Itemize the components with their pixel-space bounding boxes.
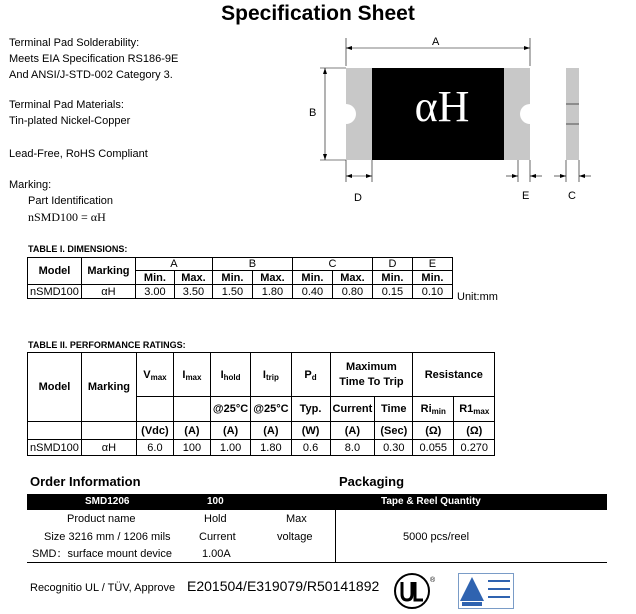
order-r1-c1: Product name <box>67 513 136 525</box>
unit-w: (W) <box>291 422 330 440</box>
max-time-header: Maximum Time To Trip <box>330 353 413 397</box>
table1-model-header: Model <box>28 258 82 285</box>
side-view <box>566 68 579 160</box>
unit-a: (A) <box>210 422 250 440</box>
order-bottom-rule <box>27 562 607 563</box>
table1-max: Max. <box>174 271 212 285</box>
table-row <box>28 440 495 456</box>
marking-sub: Part Identification <box>28 195 113 207</box>
marking-heading: Marking: <box>9 179 52 191</box>
cell-d-min: 0.15 <box>372 285 412 299</box>
cell-model: nSMD100 <box>28 440 82 456</box>
dim-d-label: D <box>354 192 362 204</box>
order-heading: Order Information <box>30 474 141 489</box>
page-title: Specification Sheet <box>221 2 415 25</box>
table1-min: Min. <box>412 271 452 285</box>
r1max-header: $R1_{max}$ <box>454 397 495 422</box>
dim-a-label: A <box>432 36 440 48</box>
table2-marking-header: Marking <box>81 353 136 422</box>
order-r2-c2: Current <box>199 531 236 543</box>
table1-min: Min. <box>292 271 332 285</box>
ihold-header: $I_{hold}$ <box>210 353 250 397</box>
time-header: Time <box>375 397 413 422</box>
cell-vmax: 6.0 <box>136 440 173 456</box>
order-r1-c3: Max <box>286 513 307 525</box>
order-qty-label: Tape & Reel Quantity <box>381 496 481 507</box>
solderability-line-2: And ANSI/J-STD-002 Category 3. <box>9 69 173 81</box>
tuv-logo-icon <box>458 573 514 609</box>
unit-ohm: (Ω) <box>454 422 495 440</box>
table1-caption: TABLE I. DIMENSIONS: <box>28 244 128 254</box>
table1-min: Min. <box>135 271 174 285</box>
cell-marking: αH <box>81 440 136 456</box>
leadfree-text: Lead-Free, RoHS Compliant <box>9 148 148 160</box>
cell-marking: αH <box>81 285 135 299</box>
body-marking: αH <box>414 82 470 131</box>
order-header-bar <box>27 494 607 510</box>
vmax-blank <box>136 397 173 422</box>
solderability-line-1: Meets EIA Specification RS186-9E <box>9 53 179 65</box>
table1-group-a: A <box>135 258 212 271</box>
order-r2-c1: Size 3216 mm / 1206 mils <box>44 531 171 543</box>
ihold-temp: @25°C <box>210 397 250 422</box>
table1-group-d: D <box>372 258 412 271</box>
cell-r1max: 0.270 <box>454 440 495 456</box>
cell-b-max: 1.80 <box>252 285 292 299</box>
order-hold: 100 <box>207 496 224 507</box>
solderability-block <box>9 37 178 82</box>
itrip-temp: @25°C <box>251 397 291 422</box>
materials-line: Tin-plated Nickel-Copper <box>9 115 131 127</box>
svg-text:®: ® <box>430 577 436 584</box>
vmax-header: $V_{max}$ <box>136 353 173 397</box>
recognition-numbers: E201504/E319079/R50141892 <box>187 578 380 594</box>
cell-model: nSMD100 <box>28 285 82 299</box>
itrip-header: $I_{trip}$ <box>251 353 291 397</box>
materials-heading: Terminal Pad Materials: <box>9 99 124 111</box>
pd-header: $P_d$ <box>291 353 330 397</box>
imax-header: $I_{max}$ <box>173 353 210 397</box>
table1-max: Max. <box>332 271 372 285</box>
cell-current: 8.0 <box>330 440 375 456</box>
current-header: Current <box>330 397 375 422</box>
recognition-label: Recognitio UL / TÜV, Approve <box>30 582 176 594</box>
table1-group-b: B <box>212 258 292 271</box>
cell-a-max: 3.50 <box>174 285 212 299</box>
cell-ihold: 1.00 <box>210 440 250 456</box>
table1-min: Min. <box>372 271 412 285</box>
unit-a: (A) <box>251 422 291 440</box>
order-r2-c3: voltage <box>277 531 313 543</box>
right-terminal-pad <box>504 68 530 160</box>
units-row <box>28 422 495 440</box>
table1-max: Max. <box>252 271 292 285</box>
cell-pd: 0.6 <box>291 440 330 456</box>
cell-imax: 100 <box>173 440 210 456</box>
order-r3-c1: SMD：surface mount device <box>32 548 172 560</box>
order-part: SMD1206 <box>85 496 130 507</box>
resistance-header: Resistance <box>413 353 495 397</box>
dim-e-label: E <box>522 190 530 202</box>
table1-group-c: C <box>292 258 372 271</box>
cell-c-min: 0.40 <box>292 285 332 299</box>
dim-c-label: C <box>568 190 576 202</box>
order-r1-c2: Hold <box>204 513 227 525</box>
dimensions-table <box>27 257 453 299</box>
solderability-heading: Terminal Pad Solderability: <box>9 37 140 49</box>
unit-sec: (Sec) <box>375 422 413 440</box>
order-r3-c2: 1.00A <box>202 548 231 560</box>
cell-e-min: 0.10 <box>412 285 452 299</box>
unit-ohm: (Ω) <box>413 422 454 440</box>
rimin-header: $Ri_{min}$ <box>413 397 454 422</box>
unit-a: (A) <box>330 422 375 440</box>
pd-typ: Typ. <box>291 397 330 422</box>
cell-rimin: 0.055 <box>413 440 454 456</box>
table1-group-e: E <box>412 258 452 271</box>
cell-b-min: 1.50 <box>212 285 252 299</box>
cell-c-max: 0.80 <box>332 285 372 299</box>
packaging-heading: Packaging <box>339 474 405 489</box>
dim-b-label: B <box>309 107 317 119</box>
table2-model-header: Model <box>28 353 82 422</box>
reel-quantity: 5000 pcs/reel <box>403 531 470 543</box>
cell-time: 0.30 <box>375 440 413 456</box>
ul-logo-icon <box>390 572 440 610</box>
left-terminal-pad <box>346 68 372 160</box>
cell-itrip: 1.80 <box>251 440 291 456</box>
table2-caption: TABLE II. PERFORMANCE RATINGS: <box>28 340 186 350</box>
performance-table <box>27 352 495 456</box>
unit-vdc: (Vdc) <box>136 422 173 440</box>
unit-label: Unit:mm <box>457 291 498 303</box>
table-row <box>28 285 453 299</box>
materials-block <box>9 99 130 128</box>
imax-blank <box>173 397 210 422</box>
marking-line: nSMD100 = αH <box>28 210 106 224</box>
cell-a-min: 3.00 <box>135 285 174 299</box>
order-divider <box>335 510 336 562</box>
table1-marking-header: Marking <box>81 258 135 285</box>
table1-min: Min. <box>212 271 252 285</box>
unit-a: (A) <box>173 422 210 440</box>
